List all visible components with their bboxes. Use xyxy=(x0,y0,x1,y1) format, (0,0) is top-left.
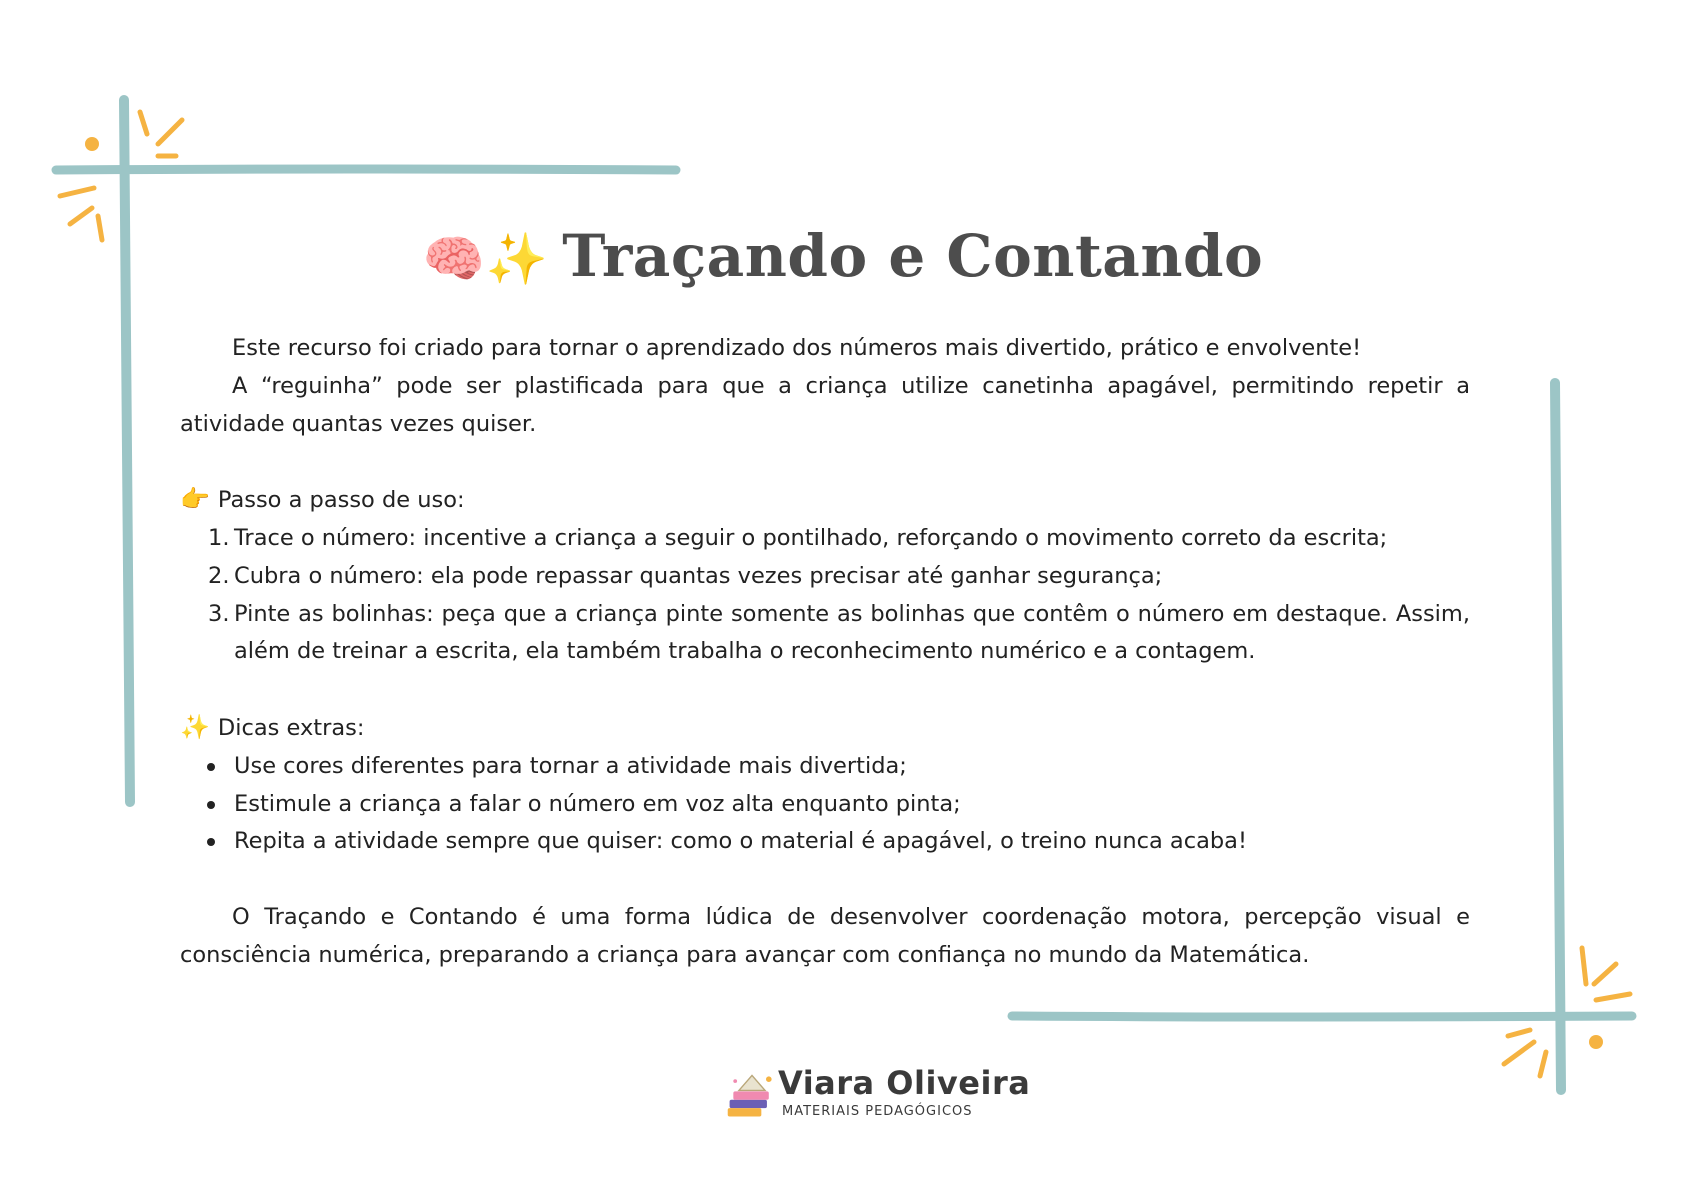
pointing-hand-icon: 👉 xyxy=(180,485,210,514)
closing-paragraph: O Traçando e Contando é uma forma lúdica de desenvolver coordenação motora, percepção visual e consciência numérica, preparando a criança para avançar com confiança no mundo da Matemática. xyxy=(180,903,1470,968)
list-item xyxy=(180,596,1470,672)
page-title-text: Traçando e Contando xyxy=(562,222,1264,290)
sparkle-stroke xyxy=(1504,1042,1534,1064)
tips-heading xyxy=(180,709,1470,748)
sparkle-stroke xyxy=(1582,948,1586,984)
tips-heading-text: Dicas extras: xyxy=(217,714,365,741)
sparkle-stroke xyxy=(1508,1030,1530,1036)
content-body xyxy=(180,330,1470,975)
step-number: 2. xyxy=(208,562,230,589)
step-number: 1. xyxy=(208,524,230,551)
step-text: Trace o número: incentive a criança a seguir o pontilhado, reforçando o movimento correto da escrita; xyxy=(234,524,1388,551)
steps-heading xyxy=(180,481,1470,520)
sparkle-stroke xyxy=(140,112,147,134)
steps-list xyxy=(180,520,1470,671)
brain-sparkle-icon: 🧠✨ xyxy=(422,230,549,288)
step-text: Cubra o número: ela pode repassar quantas vezes precisar até ganhar segurança; xyxy=(234,562,1163,589)
step-number: 3. xyxy=(208,600,230,627)
brand-name: Viara Oliveira xyxy=(778,1064,1031,1102)
list-item: Repita a atividade sempre que quiser: como o material é apagável, o treino nunca acaba! xyxy=(180,823,1470,861)
intro-paragraph-1: Este recurso foi criado para tornar o aprendizado dos números mais divertido, prático e envolvente! xyxy=(232,335,1362,361)
sparkle-stroke xyxy=(158,120,182,144)
intro-paragraph-2: A “reguinha” pode ser plastificada para que a criança utilize canetinha apagável, permitindo repetir a atividade quantas vezes quiser. xyxy=(180,372,1470,437)
sparkle-stroke xyxy=(1540,1052,1546,1076)
list-item xyxy=(180,558,1470,596)
list-item: Use cores diferentes para tornar a atividade mais divertida; xyxy=(180,748,1470,786)
tips-list xyxy=(180,748,1470,861)
list-item xyxy=(180,520,1470,558)
frame-line-left xyxy=(124,100,130,802)
sparkles-icon: ✨ xyxy=(180,712,210,741)
page-title xyxy=(0,222,1686,290)
sparkle-stroke xyxy=(1594,964,1616,984)
list-item: Estimule a criança a falar o número em voz alta enquanto pinta; xyxy=(180,786,1470,824)
frame-line-bottom xyxy=(1012,1016,1632,1017)
sparkle-dot xyxy=(1589,1035,1603,1049)
books-logo-icon xyxy=(724,1068,780,1124)
steps-heading-text: Passo a passo de uso: xyxy=(217,487,465,514)
sparkle-dot xyxy=(85,137,99,151)
sparkle-stroke xyxy=(60,188,94,196)
frame-line-top xyxy=(56,169,676,170)
sparkle-stroke xyxy=(1596,994,1630,1000)
step-text: Pinte as bolinhas: peça que a criança pinte somente as bolinhas que contêm o número em destaque. Assim, além de treinar a escrita, ela também trabalha o reconhecimento numérico e a contagem. xyxy=(234,600,1470,665)
brand-subtitle: MATERIAIS PEDAGÓGICOS xyxy=(782,1104,973,1119)
frame-line-right xyxy=(1555,383,1561,1090)
